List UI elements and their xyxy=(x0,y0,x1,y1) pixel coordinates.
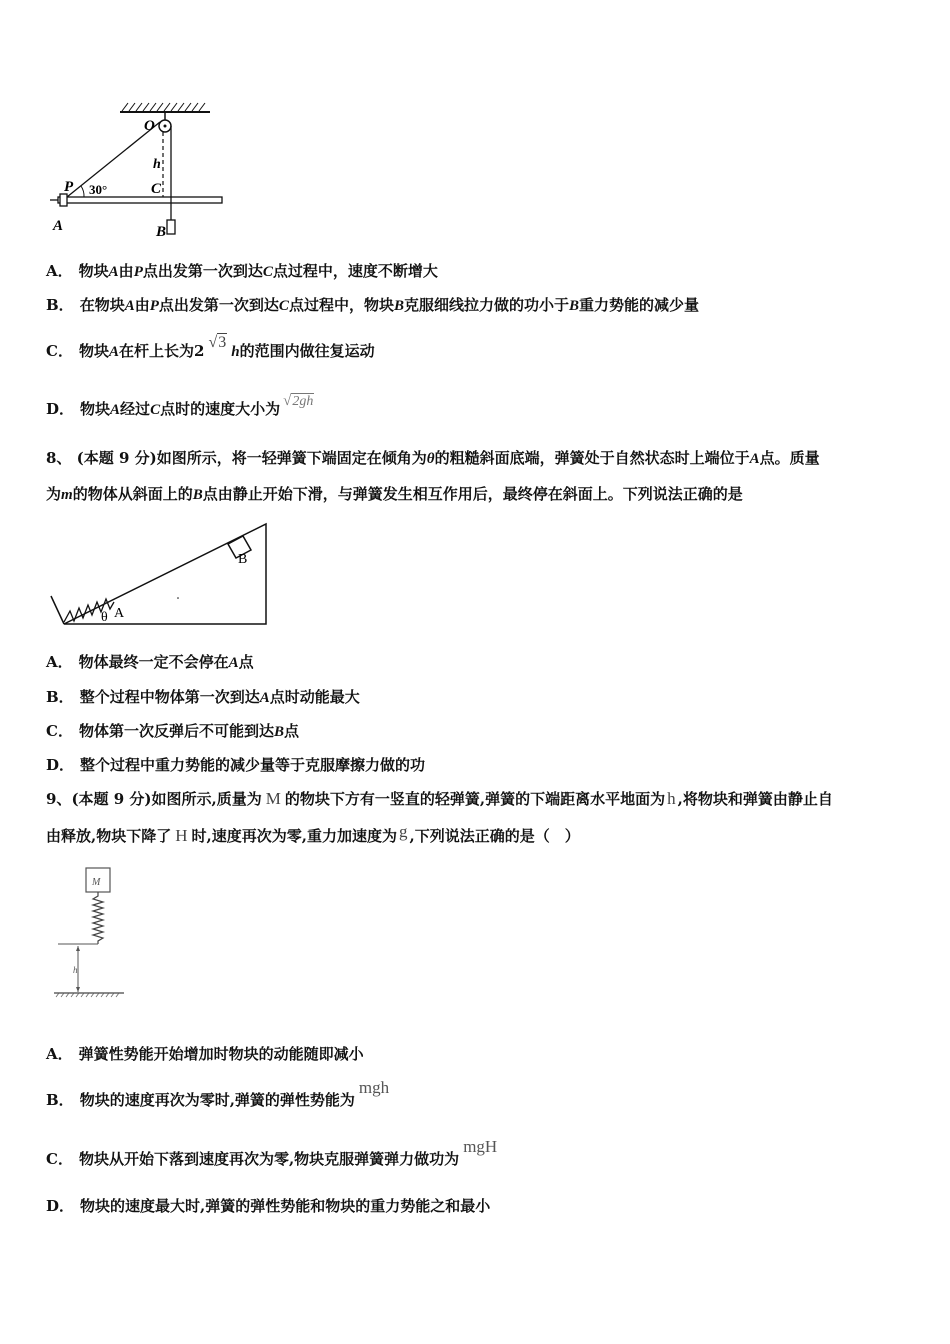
q9-stem-line1: 9、(本题 9 分)如图所示,质量为 M 的物块下方有一竖直的轻弹簧,弹簧的下端距离水平地面为 h ,将物块和弹簧由静止自 xyxy=(46,789,833,808)
q7-option-c[interactable]: C． 物块A在杆上长为2 √3h的范围内做往复运动 xyxy=(46,334,375,360)
sqrt-2gh: √2gh xyxy=(283,393,314,409)
q8-option-b[interactable]: B． 整个过程中物体第一次到达A点时动能最大 xyxy=(46,688,360,706)
q9-option-b[interactable]: B． 物块的速度再次为零时,弹簧的弹性势能为mgh xyxy=(46,1078,390,1109)
q7-option-d[interactable]: D． 物块A经过C点时的速度大小为 √2gh xyxy=(46,393,314,418)
q9-figure xyxy=(50,862,130,1002)
q7-option-b[interactable]: B． 在物块A由P点出发第一次到达C点过程中，物块B克服细线拉力做的功小于B重力势能的减少量 xyxy=(46,296,700,314)
q8-figure xyxy=(46,516,271,631)
q7-ceiling-hatch xyxy=(122,103,205,111)
q7-block-b xyxy=(167,220,175,234)
q9-option-d[interactable]: D． 物块的速度最大时,弹簧的弹性势能和物块的重力势能之和最小 xyxy=(46,1197,491,1215)
q8-stem-line2: 为m的物体从斜面上的B点由静止开始下滑，与弹簧发生相互作用后，最终停在斜面上。下列说法正确的是 xyxy=(46,485,743,503)
q7-block-a xyxy=(60,194,67,206)
q8-option-c[interactable]: C． 物体第一次反弹后不可能到达B点 xyxy=(46,722,299,740)
q7-label-b: B xyxy=(156,224,167,240)
q8-label-b: B xyxy=(238,552,248,567)
q8-label-a: A xyxy=(114,606,125,621)
q8-stem-line1: 8、 (本题 9 分)如图所示，将一轻弹簧下端固定在倾角为θ的粗糙斜面底端，弹簧处于自然状态时上端位于A点。质量 xyxy=(46,449,820,467)
q9-option-c[interactable]: C． 物块从开始下落到速度再次为零,物块克服弹簧弹力做功为mgH xyxy=(46,1137,498,1168)
q9-stem-line2: 由释放,物块下降了 H 时,速度再次为零,重力加速度为 g ,下列说法正确的是（ ） xyxy=(46,822,580,845)
q7-label-angle: 30° xyxy=(89,182,108,197)
q7-label-o: O xyxy=(144,118,155,134)
q7-rod xyxy=(58,197,222,203)
q9-option-a[interactable]: A． 弹簧性势能开始增加时物块的动能随即减小 xyxy=(46,1045,364,1063)
q7-label-h: h xyxy=(153,157,161,172)
q8-option-a[interactable]: A． 物体最终一定不会停在A点 xyxy=(46,653,254,671)
q9-spring xyxy=(93,892,103,944)
q7-label-a: A xyxy=(53,218,64,234)
q8-label-theta: θ xyxy=(101,610,108,625)
q8-option-d[interactable]: D． 整个过程中重力势能的减少量等于克服摩擦力做的功 xyxy=(46,756,426,774)
sqrt-3: √3 xyxy=(208,334,227,351)
q7-label-c: C xyxy=(151,181,162,197)
q7-option-a[interactable]: A． 物块A由P点出发第一次到达C点过程中，速度不断增大 xyxy=(46,262,438,280)
q7-figure xyxy=(46,98,236,243)
q9-label-m: M xyxy=(92,877,101,888)
q9-label-h: h xyxy=(73,965,78,975)
q7-label-p: P xyxy=(64,179,74,195)
